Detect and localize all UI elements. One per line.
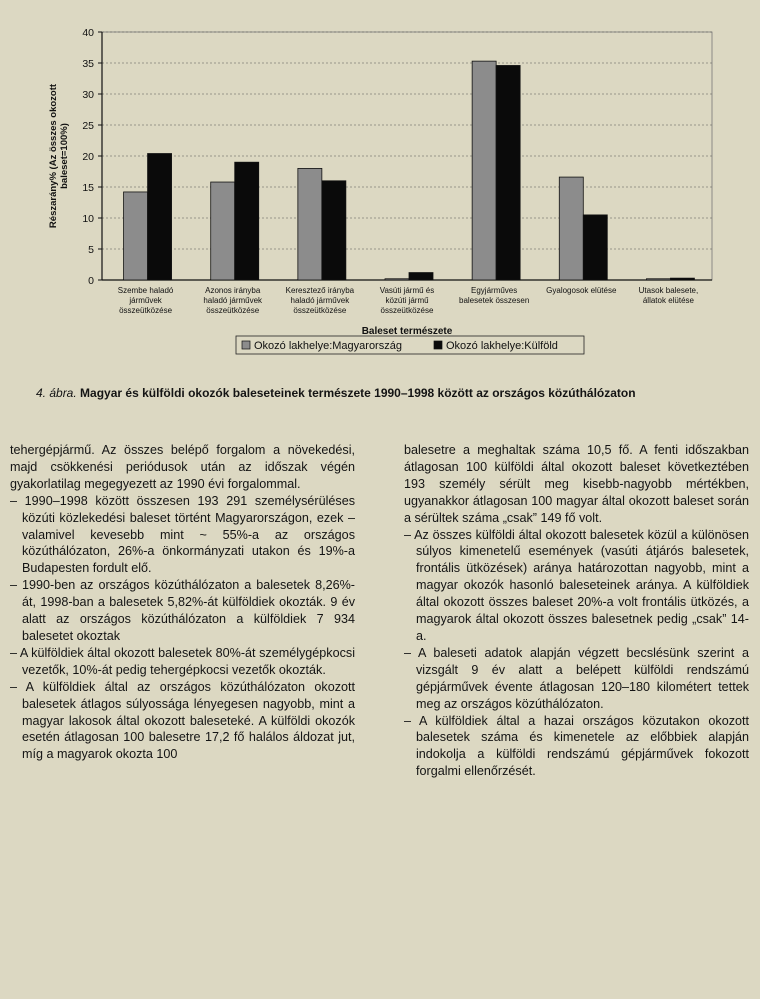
y-tick-label: 5 <box>88 244 94 256</box>
bar-kulfold <box>235 162 259 280</box>
x-category-label: Egyjárműves <box>471 286 518 295</box>
x-category-label: összeütközése <box>206 306 260 315</box>
x-category-label: haladó járművek <box>203 296 263 305</box>
x-category-label: haladó járművek <box>290 296 350 305</box>
caption-text: Magyar és külföldi okozók baleseteinek természete 1990–1998 között az országos közúthálózaton <box>80 386 636 400</box>
y-axis-title: baleset=100%) <box>59 123 70 189</box>
bar-magyarorszag <box>124 192 148 280</box>
bar-magyarorszag <box>646 279 670 280</box>
bar-kulfold <box>670 278 694 280</box>
list-item: – A külföldiek által a hazai országos közutakon okozott balesetek száma és kimenetele az előbbiek alapján indokolja a külföldi rendszámú gépjárművek fokozott forgalmi ellenőrzését. <box>404 713 749 779</box>
chart-svg <box>40 18 740 378</box>
figure-caption <box>36 386 736 400</box>
x-category-label: Vasúti jármű és <box>379 286 435 295</box>
x-category-label: járművek <box>129 296 162 305</box>
x-category-label: összeütközése <box>293 306 347 315</box>
x-category-label: balesetek összesen <box>459 296 530 305</box>
y-tick-label: 35 <box>82 58 94 70</box>
bar-magyarorszag <box>211 182 235 280</box>
bar-magyarorszag <box>559 177 583 280</box>
list-item: – A külföldiek által okozott balesetek 80%-át személygépkocsi vezetők, 10%-át pedig tehergépkocsi vezetők okozták. <box>10 645 355 677</box>
x-category-label: közúti jármű <box>385 296 429 305</box>
bar-kulfold <box>583 215 607 280</box>
bar-kulfold <box>148 154 172 280</box>
bar-kulfold <box>322 181 346 280</box>
x-category-label: Keresztező irányba <box>285 286 355 295</box>
list-item: – A baleseti adatok alapján végzett becslésünk szerint a vizsgált 9 év alatt a belépett külföldi rendszámú gépjárművek évente átlagosan 120–180 kilométert tettek meg az országos közúthálózaton. <box>404 645 749 711</box>
legend-swatch-magyarorszag <box>242 341 250 349</box>
x-category-label: Utasok balesete, <box>638 286 699 295</box>
y-tick-label: 20 <box>82 151 94 163</box>
legend-label-magyarorszag: Okozó lakhelye:Magyarország <box>254 340 402 352</box>
y-tick-label: 25 <box>82 120 94 132</box>
x-category-label: összeütközése <box>380 306 434 315</box>
text-column-left <box>10 442 355 763</box>
x-category-label: összeütközése <box>119 306 173 315</box>
paragraph: balesetre a meghaltak száma 10,5 fő. A fenti időszakban átlagosan 100 külföldi által okozott baleset következtében 193 személy sérült meg kisebb-nagyobb mértékben, ugyanakkor átlagosan 100 magyar által okozott baleset során a sérültek száma „csak” 149 fő volt. <box>404 443 749 525</box>
bar-kulfold <box>409 273 433 280</box>
legend-label-kulfold: Okozó lakhelye:Külföld <box>446 340 558 352</box>
y-tick-label: 40 <box>82 27 94 39</box>
list-item: – Az összes külföldi által okozott balesetek közül a különösen súlyos kimenetelű események (vasúti átjárós balesetek, frontális ütközések) aránya határozottan nagyobb, mint a magyar okozók hasonló baleseteinek aránya. A külföldiek által okozott összes baleset 20%-a volt frontális ütközés, a magyarok által okozott összes balesetnek pedig „csak” 14-a. <box>404 527 749 643</box>
y-tick-label: 0 <box>88 275 94 287</box>
bar-magyarorszag <box>298 168 322 280</box>
y-tick-label: 15 <box>82 182 94 194</box>
text-column-right <box>404 442 749 780</box>
list-item: – 1990–1998 között összesen 193 291 személysérüléses közúti közlekedési baleset történt Magyarországon, ezek – valamivel kevesebb mint ~ 55%-a az országos közúthálózaton, 26%-a önkormányzati utakon és 19%-a Budapesten fordult elő. <box>10 493 355 576</box>
x-category-label: állatok elütése <box>642 296 695 305</box>
bar-kulfold <box>496 65 520 280</box>
y-axis-title: Részarány% (Az összes okozott <box>48 83 59 229</box>
bar-magyarorszag <box>472 61 496 280</box>
bar-magyarorszag <box>385 279 409 280</box>
caption-number: 4. ábra. <box>36 386 77 400</box>
paragraph: tehergépjármű. Az összes belépő forgalom a növekedési, majd csökkenési periódusok után az időszak végén gyakorlatilag megegyezett az 1990 évi forgalommal. <box>10 443 355 491</box>
bar-chart-figure <box>40 18 740 398</box>
y-tick-label: 30 <box>82 89 94 101</box>
y-tick-label: 10 <box>82 213 94 225</box>
x-category-label: Szembe haladó <box>117 286 174 295</box>
x-category-label: Azonos irányba <box>205 286 261 295</box>
list-item: – A külföldiek által az országos közúthálózaton okozott balesetek átlagos súlyossága lényegesen nagyobb, mint a magyar lakosok által okozott baleseteké. A külföldi okozók esetén átlagosan 100 balesetre 17,2 fő halálos áldozat jut, míg a magyarok okozta 100 <box>10 679 355 762</box>
x-category-label: Gyalogosok elütése <box>546 286 617 295</box>
legend-swatch-kulfold <box>434 341 442 349</box>
list-item: – 1990-ben az országos közúthálózaton a balesetek 8,26%-át, 1998-ban a balesetek 5,82%-át külföldiek okozták. 9 év alatt az országos közúthálózaton a külföldiek 7 934 balesetet okoztak <box>10 578 355 643</box>
x-axis-title: Baleset természete <box>361 326 453 337</box>
